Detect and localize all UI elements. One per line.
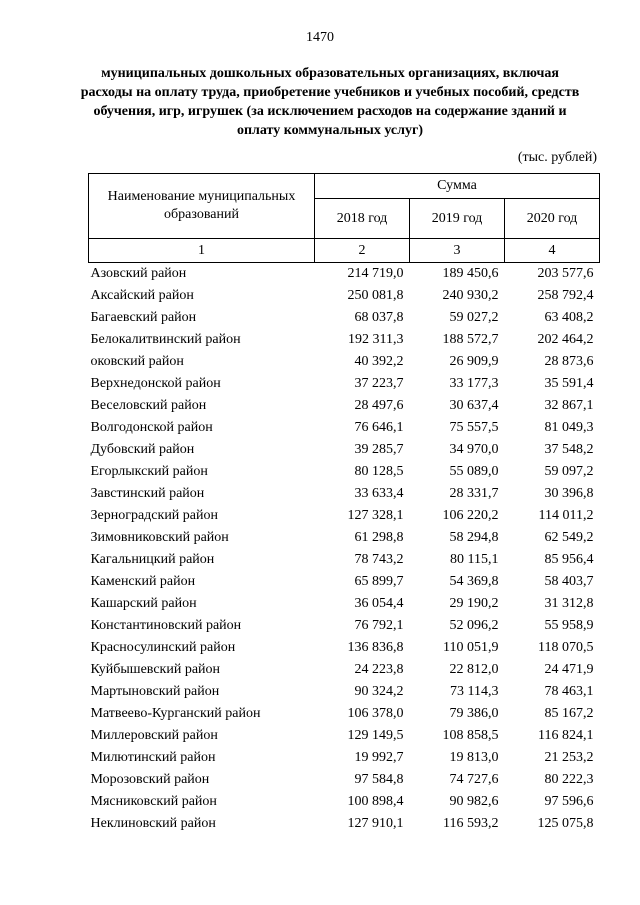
municipality-name: Морозовский район: [90, 772, 210, 787]
sum-value: 127 910,1: [347, 816, 404, 831]
municipality-name: Милютинский район: [90, 750, 216, 765]
sum-value: 22 812,0: [449, 662, 499, 677]
sum-value: 127 328,1: [347, 508, 404, 523]
table-row: [89, 549, 600, 571]
sum-value: 85 167,2: [544, 706, 594, 721]
municipality-name: Миллеровский район: [90, 728, 218, 743]
sum-value: 58 294,8: [449, 530, 499, 545]
municipality-name: Кашарский район: [90, 596, 197, 611]
sum-value: 21 253,2: [544, 750, 594, 765]
column-number: 1: [89, 239, 315, 263]
municipality-name: Красносулинский район: [90, 640, 236, 655]
table-row: [89, 263, 600, 286]
sum-value: 55 958,9: [544, 618, 594, 633]
sum-value: 52 096,2: [449, 618, 499, 633]
sum-value: 202 464,2: [537, 332, 594, 347]
municipality-name: Азовский район: [90, 266, 187, 281]
municipality-name: Аксайский район: [90, 288, 194, 303]
sum-value: 31 312,8: [544, 596, 594, 611]
table-row: [89, 461, 600, 483]
municipality-name: Багаевский район: [90, 310, 197, 325]
sum-value: 79 386,0: [449, 706, 499, 721]
municipality-name: Матвеево-Курганский район: [90, 706, 261, 721]
sum-value: 30 637,4: [449, 398, 499, 413]
table-row: [89, 813, 600, 835]
sum-value: 100 898,4: [347, 794, 404, 809]
table-row: [89, 791, 600, 813]
sum-value: 81 049,3: [544, 420, 594, 435]
sum-value: 26 909,9: [449, 354, 499, 369]
sum-value: 28 873,6: [544, 354, 594, 369]
table-row: [89, 747, 600, 769]
sum-value: 97 584,8: [354, 772, 404, 787]
units-label: (тыс. рублей): [517, 150, 597, 165]
sum-value: 129 149,5: [347, 728, 404, 743]
sum-value: 61 298,8: [354, 530, 404, 545]
sum-value: 63 408,2: [544, 310, 594, 325]
municipality-name: Белокалитвинский район: [90, 332, 241, 347]
table-row: [89, 417, 600, 439]
municipality-name: Завстинский район: [90, 486, 205, 501]
sum-value: 35 591,4: [544, 376, 594, 391]
sum-value: 76 792,1: [354, 618, 404, 633]
sum-value: 59 027,2: [449, 310, 499, 325]
column-number: 4: [505, 239, 600, 263]
sum-value: 118 070,5: [538, 640, 594, 655]
sum-value: 40 392,2: [354, 354, 404, 369]
table-row: [89, 329, 600, 351]
sum-value: 74 727,6: [449, 772, 499, 787]
municipality-name: Мартыновский район: [90, 684, 220, 699]
sum-value: 203 577,6: [537, 266, 594, 281]
municipality-name: оковский район: [90, 354, 184, 369]
table-row: [89, 769, 600, 791]
municipality-name: Егорлыкский район: [90, 464, 208, 479]
table-row: [89, 637, 600, 659]
table-row: [89, 659, 600, 681]
sum-value: 39 285,7: [354, 442, 404, 457]
table-row: [89, 373, 600, 395]
sum-value: 65 899,7: [354, 574, 404, 589]
municipality-name: Веселовский район: [90, 398, 207, 413]
sum-value: 37 548,2: [544, 442, 594, 457]
sum-value: 110 051,9: [443, 640, 499, 655]
sum-value: 75 557,5: [449, 420, 499, 435]
sum-value: 108 858,5: [442, 728, 499, 743]
sum-value: 19 992,7: [354, 750, 404, 765]
sum-value: 250 081,8: [347, 288, 404, 303]
sum-value: 80 222,3: [544, 772, 594, 787]
sum-value: 85 956,4: [544, 552, 594, 567]
header-year-2018: 2018 год: [315, 199, 410, 239]
header-year-2020: 2020 год: [505, 199, 600, 239]
table-row: [89, 593, 600, 615]
budget-table: [88, 173, 600, 835]
table-row: [89, 571, 600, 593]
sum-value: 58 403,7: [544, 574, 594, 589]
sum-value: 136 836,8: [347, 640, 404, 655]
municipality-name: Куйбышевский район: [90, 662, 221, 677]
sum-value: 106 378,0: [347, 706, 404, 721]
sum-value: 214 719,0: [347, 266, 404, 281]
sum-value: 28 331,7: [449, 486, 499, 501]
table-row: [89, 285, 600, 307]
sum-value: 189 450,6: [442, 266, 499, 281]
column-number: 2: [315, 239, 410, 263]
header-sum: Сумма: [315, 174, 600, 199]
table-row: [89, 703, 600, 725]
sum-value: 73 114,3: [450, 684, 499, 699]
sum-value: 33 177,3: [449, 376, 499, 391]
table-row: [89, 395, 600, 417]
municipality-name: Волгодонской район: [90, 420, 213, 435]
municipality-name: Верхнедонской район: [90, 376, 221, 391]
sum-value: 24 471,9: [544, 662, 594, 677]
table-row: [89, 439, 600, 461]
sum-value: 30 396,8: [544, 486, 594, 501]
sum-value: 80 115,1: [450, 552, 499, 567]
sum-value: 90 982,6: [449, 794, 499, 809]
sum-value: 114 011,2: [538, 508, 594, 523]
sum-value: 28 497,6: [354, 398, 404, 413]
sum-value: 78 743,2: [354, 552, 404, 567]
sum-value: 240 930,2: [442, 288, 499, 303]
table-body: [89, 263, 600, 836]
table-row: [89, 527, 600, 549]
sum-value: 19 813,0: [449, 750, 499, 765]
sum-value: 33 633,4: [354, 486, 404, 501]
table-row: [89, 681, 600, 703]
municipality-name: Кагальницкий район: [90, 552, 215, 567]
sum-value: 34 970,0: [449, 442, 499, 457]
sum-value: 55 089,0: [449, 464, 499, 479]
page-number: 1470: [306, 30, 334, 45]
table-row: [89, 483, 600, 505]
sum-value: 106 220,2: [442, 508, 499, 523]
sum-value: 54 369,8: [449, 574, 499, 589]
sum-value: 68 037,8: [354, 310, 404, 325]
sum-value: 192 311,3: [348, 332, 404, 347]
sum-value: 24 223,8: [354, 662, 404, 677]
table-row: [89, 505, 600, 527]
sum-value: 97 596,6: [544, 794, 594, 809]
sum-value: 258 792,4: [537, 288, 594, 303]
header-municipality: Наименование муниципальных образований: [89, 174, 315, 239]
sum-value: 32 867,1: [544, 398, 594, 413]
sum-value: 116 593,2: [443, 816, 499, 831]
sum-value: 59 097,2: [544, 464, 594, 479]
sum-value: 37 223,7: [354, 376, 404, 391]
table-row: [89, 725, 600, 747]
municipality-name: Неклиновский район: [90, 816, 216, 831]
table-row: [89, 307, 600, 329]
sum-value: 90 324,2: [354, 684, 404, 699]
sum-value: 29 190,2: [449, 596, 499, 611]
sum-value: 78 463,1: [544, 684, 594, 699]
sum-value: 76 646,1: [354, 420, 404, 435]
sum-value: 80 128,5: [354, 464, 404, 479]
municipality-name: Каменский район: [90, 574, 196, 589]
municipality-name: Зимовниковский район: [90, 530, 229, 545]
municipality-name: Дубовский район: [90, 442, 195, 457]
sum-value: 188 572,7: [442, 332, 499, 347]
column-number: 3: [410, 239, 505, 263]
table-heading: муниципальных дошкольных образовательных организациях, включая расходы на оплату труда, приобретение учебников и учебных пособий, средств обучения, игр, игрушек (за исключением расходов на содержание зданий и оплату коммунальных услуг): [80, 66, 580, 138]
sum-value: 125 075,8: [537, 816, 594, 831]
sum-value: 62 549,2: [544, 530, 594, 545]
sum-value: 116 824,1: [538, 728, 594, 743]
municipality-name: Зерноградский район: [90, 508, 218, 523]
municipality-name: Константиновский район: [90, 618, 242, 633]
municipality-name: Мясниковский район: [90, 794, 217, 809]
table-row: [89, 351, 600, 373]
header-year-2019: 2019 год: [410, 199, 505, 239]
sum-value: 36 054,4: [354, 596, 404, 611]
table-row: [89, 615, 600, 637]
